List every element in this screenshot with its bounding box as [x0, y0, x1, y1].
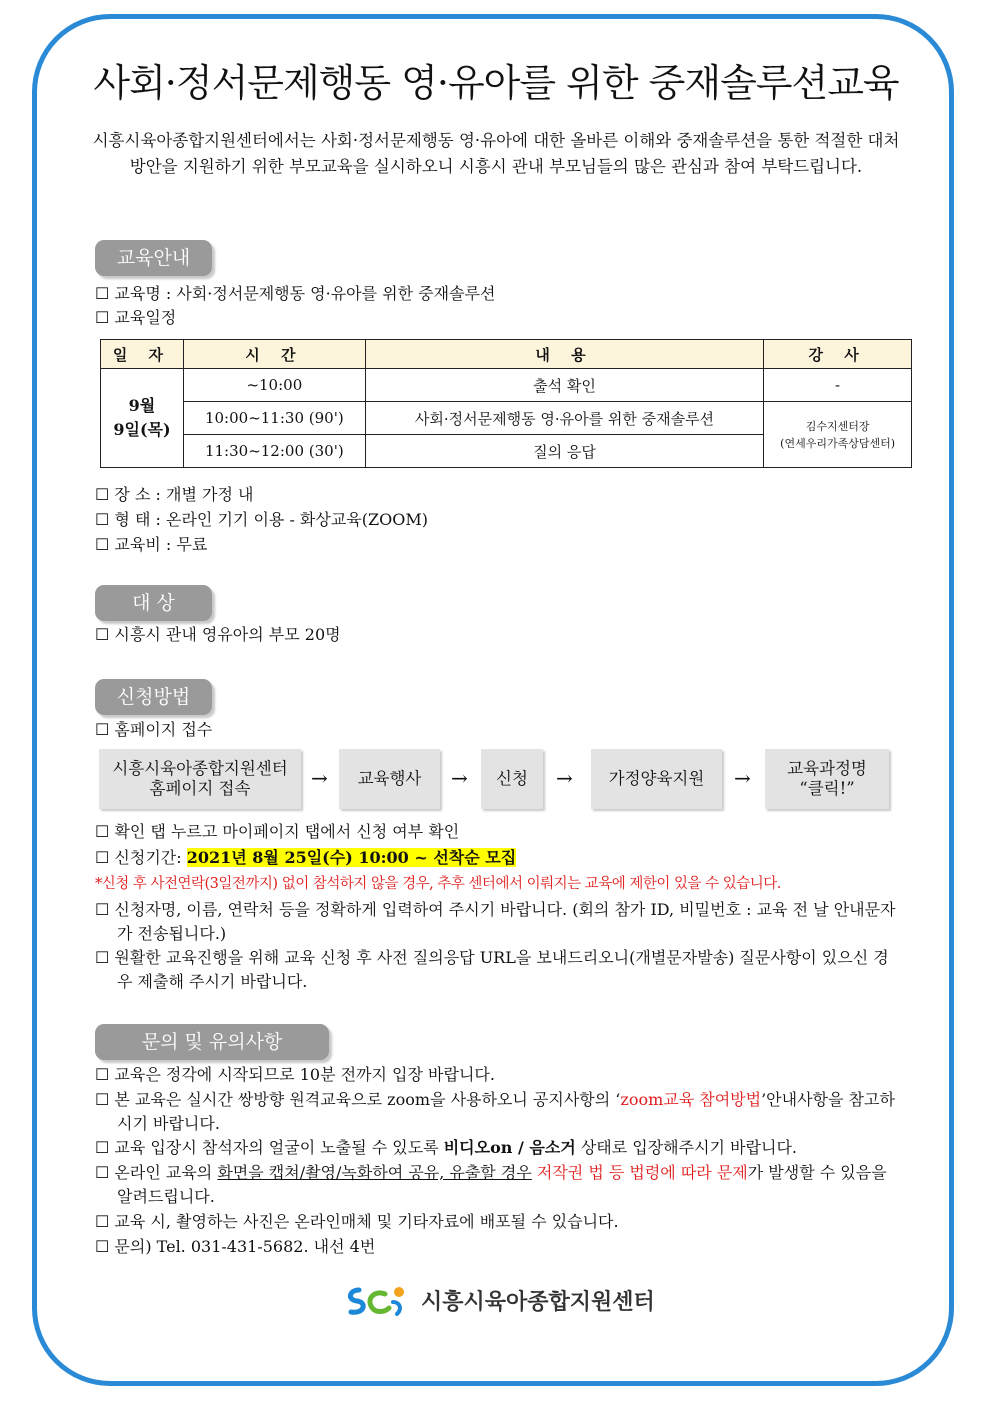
table-header: 시 간 [183, 340, 365, 369]
schedule-content: 사회·정서문제행동 영·유아를 위한 중재솔루션 [365, 402, 763, 435]
section-header-notes: 문의 및 유의사항 [95, 1024, 329, 1060]
table-header: 강 사 [764, 340, 912, 369]
table-header-row [101, 340, 912, 369]
schedule-lecturer: - [764, 369, 912, 402]
apply-info: ☐ 신청자명, 이름, 연락처 등을 정확하게 입력하여 주시기 바랍니다. (회의 참가 ID, 비밀번호 : 교육 전 날 안내문자가 전송됩니다.) [95, 900, 896, 943]
guide-fee: ☐ 교육비 : 무료 [95, 535, 208, 554]
flow-step-home-support: 가정양육지원 [591, 749, 722, 809]
flow-step-homepage: 시흥시육아종합지원센터 홈페이지 접속 [99, 749, 301, 809]
note-3-text-end: 상태로 입장해주시기 바랍니다. [575, 1138, 798, 1157]
flow-step-click: 교육과정명 “클릭!” [765, 749, 889, 809]
target-line: ☐ 시흥시 관내 영유아의 부모 20명 [95, 625, 341, 644]
section-header-guide: 교육안내 [95, 240, 212, 276]
schedule-content: 출석 확인 [365, 369, 763, 402]
apply-period-value: 2021년 8월 25일(수) 10:00 ~ 선착순 모집 [186, 848, 517, 867]
guide-place: ☐ 장 소 : 개별 가정 내 [95, 485, 254, 504]
apply-qa: ☐ 원활한 교육진행을 위해 교육 신청 후 사전 질의응답 URL을 보내드리오니(개별문자발송) 질문사항이 있으신 경우 제출해 주시기 바랍니다. [95, 948, 889, 991]
note-1: ☐ 교육은 정각에 시작되므로 10분 전까지 입장 바랍니다. [95, 1065, 495, 1084]
center-logo [345, 1282, 655, 1318]
schedule-time: 10:00~11:30 (90') [183, 402, 365, 435]
lecturer-name: 김수지센터장 [805, 419, 870, 433]
note-5: ☐ 교육 시, 촬영하는 사진은 온라인매체 및 기타자료에 배포될 수 있습니다. [95, 1212, 619, 1231]
note-4-text: ☐ 온라인 교육의 [95, 1163, 218, 1182]
guide-schedule-label: ☐ 교육일정 [95, 308, 177, 327]
note-4-text-end: 가 발생할 수 있음을 알려드립니다. [117, 1163, 887, 1206]
guide-form: ☐ 형 태 : 온라인 기기 이용 - 화상교육(ZOOM) [95, 510, 428, 529]
apply-period-label: ☐ 신청기간: [95, 848, 187, 867]
note-6: ☐ 문의) Tel. 031-431-5682. 내선 4번 [95, 1237, 376, 1256]
flow-arrow: → [311, 766, 328, 790]
schedule-date: 9월 9일(목) [101, 369, 184, 468]
intro-text: 시흥시육아종합지원센터에서는 사회·정서문제행동 영·유아에 대한 올바른 이해와 중재솔루션을 통한 적절한 대처방안을 지원하기 위한 부모교육을 실시하오니 시흥시 관내 부모님들의 많은 관심과 참여 부탁드립니다. [92, 131, 900, 176]
note-3-text: ☐ 교육 입장시 참석자의 얼굴이 노출될 수 있도록 [95, 1138, 444, 1157]
note-3 [95, 1136, 797, 1160]
page-title: 사회·정서문제행동 영·유아를 위한 중재솔루션교육 [93, 61, 899, 105]
flow-arrow: → [734, 766, 751, 790]
schedule-time: 11:30~12:00 (30') [183, 435, 365, 468]
schedule-table [100, 339, 912, 468]
schedule-content: 질의 응답 [365, 435, 763, 468]
note-2 [95, 1088, 900, 1136]
apply-check: ☐ 확인 탭 누르고 마이페이지 탭에서 신청 여부 확인 [95, 822, 460, 841]
lecturer-org: (연세우리가족상담센터) [780, 436, 895, 450]
apply-warning: *신청 후 사전연락(3일전까지) 없이 참석하지 않을 경우, 추후 센터에서 이뤄지는 교육에 제한이 있을 수 있습니다. [95, 876, 781, 892]
schedule-time: ~10:00 [183, 369, 365, 402]
note-2-text: ☐ 본 교육은 실시간 쌍방향 원격교육으로 zoom을 사용하오니 공지사항의 ‘ [95, 1090, 621, 1109]
schedule-lecturer-cell [764, 402, 912, 468]
center-logo-mark-icon [345, 1282, 415, 1318]
note-4 [95, 1161, 900, 1209]
note-4-underline: 화면을 캡쳐/촬영/녹화하여 공유, 유출할 경우 [217, 1163, 532, 1182]
note-3-bold: 비디오on / 음소거 [443, 1138, 576, 1157]
table-row [101, 402, 912, 435]
table-header: 일 자 [101, 340, 184, 369]
table-row [101, 369, 912, 402]
note-2-text-end: ’안내사항을 참고하시기 바랍니다. [117, 1090, 895, 1133]
flow-step-apply: 신청 [481, 749, 543, 809]
center-logo-text: 시흥시육아종합지원센터 [421, 1289, 655, 1315]
apply-homepage: ☐ 홈페이지 접수 [95, 720, 213, 739]
guide-name: ☐ 교육명 : 사회·정서문제행동 영·유아를 위한 중재솔루션 [95, 284, 496, 303]
flow-arrow: → [556, 766, 573, 790]
section-header-target: 대 상 [95, 585, 212, 621]
table-header: 내 용 [365, 340, 763, 369]
section-header-apply: 신청방법 [95, 679, 212, 715]
note-4-red: 저작권 법 등 법령에 따라 문제 [536, 1163, 748, 1182]
flow-arrow: → [451, 766, 468, 790]
note-2-highlight: zoom교육 참여방법 [620, 1090, 762, 1109]
apply-period [95, 846, 516, 870]
flow-step-event: 교육행사 [339, 749, 440, 809]
